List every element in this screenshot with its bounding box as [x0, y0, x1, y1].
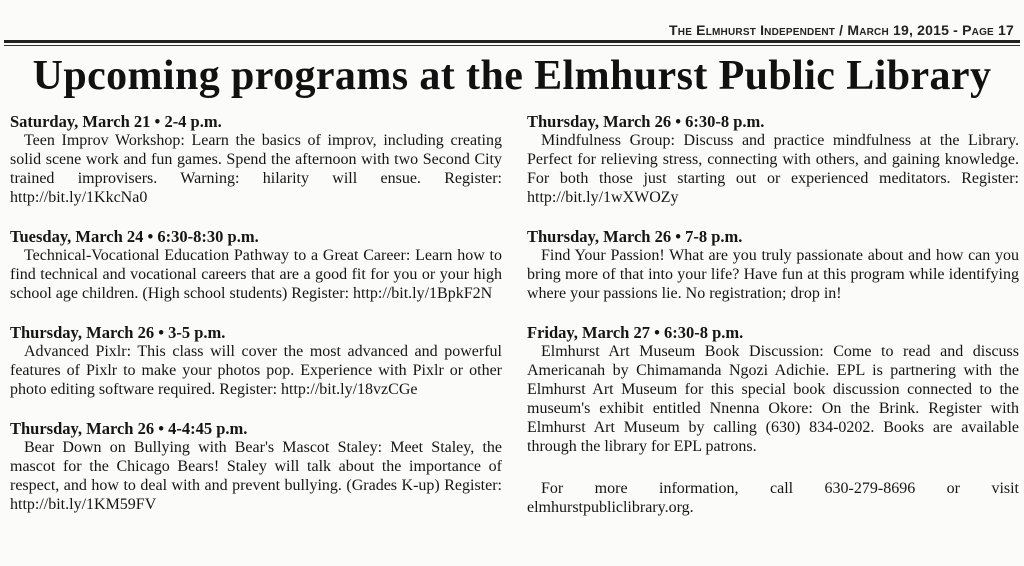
- event-body: Find Your Passion! What are you truly passionate about and how can you bring more of that into your life? Have fun at this program while identifying where your passions lie. No registration; drop in!: [527, 247, 1019, 302]
- event-heading: Thursday, March 26 • 7-8 p.m.: [527, 227, 743, 246]
- event-teen-improv: [10, 112, 502, 207]
- event-body: Teen Improv Workshop: Learn the basics of improv, including creating solid scene work and fun games. Spend the afternoon with two Second City trained improvisers. Warning: hilarity will ensue. Register: http://bit.ly/1KkcNa0: [10, 132, 502, 206]
- event-heading: Thursday, March 26 • 4-4:45 p.m.: [10, 419, 248, 438]
- left-column: [10, 112, 502, 534]
- event-heading: Thursday, March 26 • 6:30-8 p.m.: [527, 112, 765, 131]
- event-body: Elmhurst Art Museum Book Discussion: Come to read and discuss Americanah by Chimamanda Ngozi Adichie. EPL is partnering with the Elmhurst Art Museum for this special book discussion connected to the museum's exhibit entitled Nnenna Okore: On the Brink. Register with Elmhurst Art Museum by calling (630) 834-0202. Books are available through the library for EPL patrons.: [527, 343, 1019, 455]
- page-headline: Upcoming programs at the Elmhurst Public Library: [32, 53, 992, 99]
- masthead-text: The Elmhurst Independent / March 19, 2015 - Page 17: [669, 22, 1014, 38]
- event-advanced-pixlr: [10, 323, 502, 399]
- event-body: Mindfulness Group: Discuss and practice mindfulness at the Library. Perfect for relieving stress, connecting with others, and gaining knowledge. For both those just starting out or experienced meditators. Register: http://bit.ly/1wXWOZy: [527, 132, 1019, 206]
- event-heading: Friday, March 27 • 6:30-8 p.m.: [527, 323, 744, 342]
- masthead-rule-thin: [4, 45, 1020, 46]
- masthead-rule-thick: [4, 40, 1020, 43]
- event-heading: Saturday, March 21 • 2-4 p.m.: [10, 112, 222, 131]
- event-body: Technical-Vocational Education Pathway to a Great Career: Learn how to find technical and vocational careers that are a good fit for you or your high school age children. (High school students) Register: http://bit.ly/1BpkF2N: [10, 247, 502, 302]
- event-vocational: [10, 227, 502, 303]
- event-mindfulness: [527, 112, 1019, 207]
- event-find-passion: [527, 227, 1019, 303]
- right-column: [527, 112, 1019, 517]
- event-heading: Thursday, March 26 • 3-5 p.m.: [10, 323, 226, 342]
- event-book-discussion: [527, 323, 1019, 456]
- event-heading: Tuesday, March 24 • 6:30-8:30 p.m.: [10, 227, 259, 246]
- masthead: [0, 0, 1024, 42]
- event-bullying: [10, 419, 502, 514]
- event-body: Bear Down on Bullying with Bear's Mascot Staley: Meet Staley, the mascot for the Chicago Bears! Staley will talk about the importance of respect, and how to deal with and prevent bullying. (Grades K-up) Register: http://bit.ly/1KM59FV: [10, 439, 502, 513]
- event-body: Advanced Pixlr: This class will cover the most advanced and powerful features of Pixlr to make your photos pop. Experience with Pixlr or other photo editing software required. Register: http://bit.ly/18vzCGe: [10, 343, 502, 398]
- footer-note: For more information, call 630-279-8696 or visit elmhurstpubliclibrary.org.: [527, 480, 1019, 516]
